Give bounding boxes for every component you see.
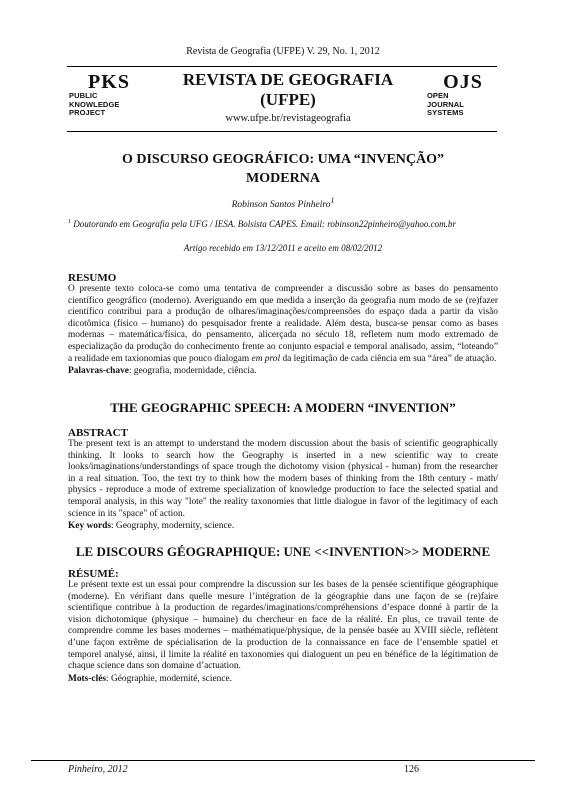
- affiliation-text: Doutorando em Geografia pela UFG / IESA. Bolsista CAPES. Email: robinson22pinheiro@yahoo.com.br: [73, 219, 456, 229]
- resumo-text-part: da legitimação de cada ciência em sua “área” de atuação.: [280, 353, 497, 364]
- ojs-logo: [427, 72, 499, 118]
- resumo-section: [68, 272, 498, 378]
- affiliation-mark: 1: [68, 219, 71, 225]
- author-footnote-mark: 1: [330, 196, 335, 205]
- author-name: [0, 196, 566, 210]
- pkp-logo-line: KNOWLEDGE: [69, 99, 120, 109]
- ojs-logo-abbr: OJS: [443, 71, 483, 93]
- received-date: Artigo recebido em 13/12/2011 e aceito em 08/02/2012: [183, 243, 383, 253]
- resumo-text: [68, 284, 498, 365]
- resume-heading: RÉSUMÉ:: [68, 568, 119, 580]
- keywords-value: : Geography, modernity, science.: [110, 521, 235, 532]
- resumo-text-part: O presente texto coloca-se como uma tentativa de compreender a discussão sobre as bases do pensamento científico geográfico (moderno). Averiguando em que medida a inserção da geografia num modo de se (re)fazer científico contribui para a produção de olhares/imaginações/compreensões do espaço dada a partir da visão dicotômica (físico – humano) do pesquisador frente a realidade. Além desta, busca-se pensar como as bases modernas – matemática/física, do pensamento, alicerçada no século 18, refletem num modo extremado de especialização da produção do conhecimento frente ao conjunto espacial e temporal analisado, assim, “loteando” a realidade em taxionomias que pouco dialogam: [68, 284, 498, 364]
- article-title-line: O DISCURSO GEOGRÁFICO: UMA “INVENÇÃO”: [121, 152, 445, 167]
- resume-keywords: [68, 674, 498, 686]
- keywords-label: Palavras-chave: [68, 366, 129, 377]
- masthead-top-rule: [67, 66, 497, 67]
- footer-citation: Pinheiro, 2012: [68, 764, 128, 775]
- abstract-heading: ABSTRACT: [68, 427, 128, 439]
- pkp-logo-line: PROJECT: [69, 108, 106, 118]
- journal-title-line: REVISTA DE GEOGRAFIA: [182, 70, 394, 89]
- pkp-logo-line: PUBLIC: [69, 91, 98, 100]
- author-text: Robinson Santos Pinheiro: [231, 200, 331, 211]
- english-title: THE GEOGRAPHIC SPEECH: A MODERN “INVENTION”: [110, 400, 456, 415]
- ojs-logo-line: SYSTEMS: [427, 108, 464, 118]
- french-title: LE DISCOURS GÉOGRAPHIQUE: UNE <<INVENTION>> MODERNE: [75, 544, 491, 559]
- page-number: 126: [404, 764, 419, 775]
- abstract-text: The present text is an attempt to understand the modern discussion about the basis of scientific geographically thinking. It looks to search how the Geography is inserted in a new scientific way to create looks/imaginations/understandings of space trough the dichotomy vision (physical - human) from the researcher in a real situation. Too, the text try to think how the modern bases of thinking from the 18th century - math/ physics - reproduce a mode of extreme specialization of knowledge production to face the selected spatial and temporal analysis, in this way "lote" the reality taxonomies that little dialogue in favor of the legitimacy of each science in its "space" of action.: [68, 439, 498, 519]
- footer-rule: [31, 760, 535, 761]
- author-affiliation: [68, 219, 498, 229]
- resume-text: Le présent texte est un essai pour comprendre la discussion sur les bases de la pensée scientifique géographique (moderne). En vérifiant dans quelle mesure l’intégration de la géographie dans une façon de se (re)faire scientifique contribue à la production de regardes/imaginations/compréhensions d’espace donné à partir de la vision dichotomique (physique – humaine) du chercheur en face de la réalité. En plus, ce travail tente de comprendre comme les bases modernes – mathématique/physique, de la pensée basée au XVIII siècle, reflètent d’une façon extrême de spécialisation de la production de la connaissance en face de l’ensemble spatiel et temporel analysé, ainsi, il limite la réalité en taxonomies qui dialoguent un peu en bénéfice de la légitimation de chaque science dans son domaine d’actuation.: [68, 580, 498, 672]
- ojs-logo-line: JOURNAL: [427, 99, 464, 109]
- running-head: Revista de Geografia (UFPE) V. 29, No. 1, 2012: [186, 46, 380, 57]
- resumo-text-emphasis: em prol: [251, 353, 281, 364]
- resumo-keywords: [68, 366, 498, 378]
- keywords-label: Key words: [68, 521, 111, 532]
- keywords-value: : Géographie, modernité, science.: [106, 673, 233, 684]
- pkp-logo: [69, 72, 149, 118]
- journal-url: www.ufpe.br/revistageografia: [225, 113, 351, 124]
- journal-title: [160, 70, 416, 110]
- keywords-label: Mots-clés: [68, 673, 107, 684]
- journal-title-line: (UFPE): [260, 90, 316, 109]
- article-title-line: MODERNA: [246, 171, 320, 186]
- resume-section: [68, 568, 498, 685]
- article-title: [90, 150, 476, 188]
- pkp-logo-abbr: PKS: [88, 71, 130, 93]
- ojs-logo-line: OPEN: [427, 91, 449, 100]
- masthead-bottom-rule: [67, 131, 497, 132]
- abstract-section: [68, 427, 498, 533]
- keywords-value: : geografia, modernidade, ciência.: [128, 366, 257, 377]
- resumo-heading: RESUMO: [68, 272, 117, 284]
- abstract-keywords: [68, 521, 498, 533]
